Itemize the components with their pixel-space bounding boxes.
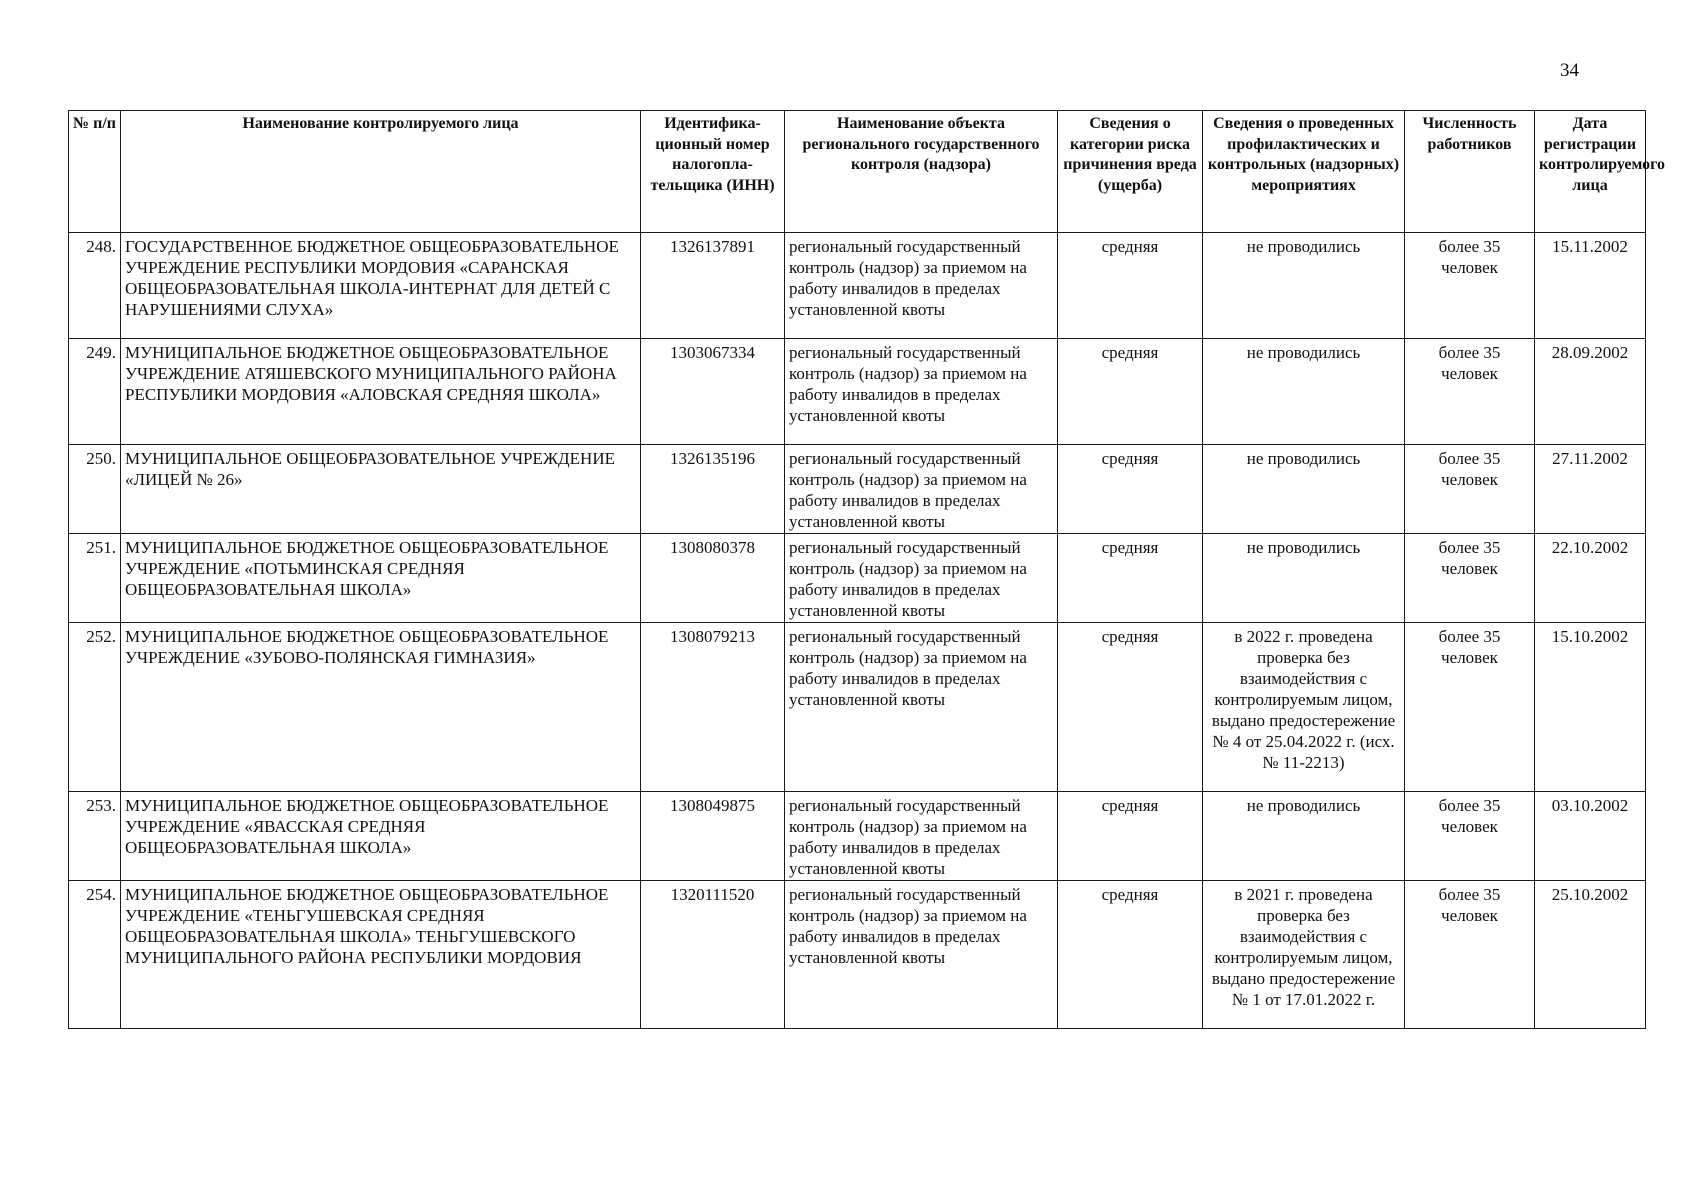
control-object: региональный государственный контроль (надзор) за приемом на работу инвалидов в пределах установленной квоты <box>785 233 1058 339</box>
control-object: региональный государственный контроль (надзор) за приемом на работу инвалидов в пределах установленной квоты <box>785 534 1058 623</box>
entity-name: МУНИЦИПАЛЬНОЕ БЮДЖЕТНОЕ ОБЩЕОБРАЗОВАТЕЛЬНОЕ УЧРЕЖДЕНИЕ АТЯШЕВСКОГО МУНИЦИПАЛЬНОГО РАЙОНА РЕСПУБЛИКИ МОРДОВИЯ «АЛОВСКАЯ СРЕДНЯЯ ШКОЛА» <box>121 339 641 445</box>
events-info: не проводились <box>1203 534 1405 623</box>
row-number: 252. <box>69 623 121 792</box>
registry-table <box>68 110 1666 1029</box>
row-number: 251. <box>69 534 121 623</box>
table-row <box>69 792 1646 881</box>
inn-value: 1326135196 <box>641 445 785 534</box>
header-risk: Сведения о категории риска причинения вреда (ущерба) <box>1058 111 1203 233</box>
table-row <box>69 881 1646 1029</box>
header-name: Наименование контролируемого лица <box>121 111 641 233</box>
workers-count: более 35 человек <box>1405 792 1535 881</box>
risk-category: средняя <box>1058 534 1203 623</box>
table-row <box>69 623 1646 792</box>
registration-date: 15.11.2002 <box>1535 233 1646 339</box>
page-number: 34 <box>1560 60 1579 81</box>
entity-name: МУНИЦИПАЛЬНОЕ БЮДЖЕТНОЕ ОБЩЕОБРАЗОВАТЕЛЬНОЕ УЧРЕЖДЕНИЕ «ПОТЬМИНСКАЯ СРЕДНЯЯ ОБЩЕОБРАЗОВАТЕЛЬНАЯ ШКОЛА» <box>121 534 641 623</box>
row-number: 248. <box>69 233 121 339</box>
workers-count: более 35 человек <box>1405 445 1535 534</box>
header-inn: Идентифика-ционный номер налогопла-тельщика (ИНН) <box>641 111 785 233</box>
control-object: региональный государственный контроль (надзор) за приемом на работу инвалидов в пределах установленной квоты <box>785 445 1058 534</box>
registration-date: 03.10.2002 <box>1535 792 1646 881</box>
table-row <box>69 339 1646 445</box>
workers-count: более 35 человек <box>1405 233 1535 339</box>
registration-date: 22.10.2002 <box>1535 534 1646 623</box>
inn-value: 1303067334 <box>641 339 785 445</box>
row-number: 253. <box>69 792 121 881</box>
events-info: не проводились <box>1203 339 1405 445</box>
risk-category: средняя <box>1058 339 1203 445</box>
row-number: 249. <box>69 339 121 445</box>
inn-value: 1308079213 <box>641 623 785 792</box>
inn-value: 1320111520 <box>641 881 785 1029</box>
workers-count: более 35 человек <box>1405 881 1535 1029</box>
header-num: № п/п <box>69 111 121 233</box>
risk-category: средняя <box>1058 445 1203 534</box>
workers-count: более 35 человек <box>1405 339 1535 445</box>
inn-value: 1326137891 <box>641 233 785 339</box>
row-number: 250. <box>69 445 121 534</box>
events-info: не проводились <box>1203 233 1405 339</box>
events-info: в 2021 г. проведена проверка без взаимодействия с контролируемым лицом, выдано предостережение № 1 от 17.01.2022 г. <box>1203 881 1405 1029</box>
table-row <box>69 534 1646 623</box>
entity-name: МУНИЦИПАЛЬНОЕ ОБЩЕОБРАЗОВАТЕЛЬНОЕ УЧРЕЖДЕНИЕ «ЛИЦЕЙ № 26» <box>121 445 641 534</box>
header-events: Сведения о проведенных профилактических и контрольных (надзорных) мероприятиях <box>1203 111 1405 233</box>
control-object: региональный государственный контроль (надзор) за приемом на работу инвалидов в пределах установленной квоты <box>785 623 1058 792</box>
header-object: Наименование объекта регионального государственного контроля (надзора) <box>785 111 1058 233</box>
registration-date: 28.09.2002 <box>1535 339 1646 445</box>
entity-name: МУНИЦИПАЛЬНОЕ БЮДЖЕТНОЕ ОБЩЕОБРАЗОВАТЕЛЬНОЕ УЧРЕЖДЕНИЕ «ТЕНЬГУШЕВСКАЯ СРЕДНЯЯ ОБЩЕОБРАЗОВАТЕЛЬНАЯ ШКОЛА» ТЕНЬГУШЕВСКОГО МУНИЦИПАЛЬНОГО РАЙОНА РЕСПУБЛИКИ МОРДОВИЯ <box>121 881 641 1029</box>
control-object: региональный государственный контроль (надзор) за приемом на работу инвалидов в пределах установленной квоты <box>785 792 1058 881</box>
control-object: региональный государственный контроль (надзор) за приемом на работу инвалидов в пределах установленной квоты <box>785 881 1058 1029</box>
events-info: не проводились <box>1203 445 1405 534</box>
control-object: региональный государственный контроль (надзор) за приемом на работу инвалидов в пределах установленной квоты <box>785 339 1058 445</box>
table-row <box>69 233 1646 339</box>
row-number: 254. <box>69 881 121 1029</box>
entity-name: МУНИЦИПАЛЬНОЕ БЮДЖЕТНОЕ ОБЩЕОБРАЗОВАТЕЛЬНОЕ УЧРЕЖДЕНИЕ «ЗУБОВО-ПОЛЯНСКАЯ ГИМНАЗИЯ» <box>121 623 641 792</box>
registration-date: 15.10.2002 <box>1535 623 1646 792</box>
table-row <box>69 445 1646 534</box>
registration-date: 25.10.2002 <box>1535 881 1646 1029</box>
header-date: Дата регистрации контролируемого лица <box>1535 111 1646 233</box>
risk-category: средняя <box>1058 623 1203 792</box>
registration-date: 27.11.2002 <box>1535 445 1646 534</box>
risk-category: средняя <box>1058 792 1203 881</box>
risk-category: средняя <box>1058 233 1203 339</box>
entity-name: МУНИЦИПАЛЬНОЕ БЮДЖЕТНОЕ ОБЩЕОБРАЗОВАТЕЛЬНОЕ УЧРЕЖДЕНИЕ «ЯВАССКАЯ СРЕДНЯЯ ОБЩЕОБРАЗОВАТЕЛЬНАЯ ШКОЛА» <box>121 792 641 881</box>
workers-count: более 35 человек <box>1405 534 1535 623</box>
entity-name: ГОСУДАРСТВЕННОЕ БЮДЖЕТНОЕ ОБЩЕОБРАЗОВАТЕЛЬНОЕ УЧРЕЖДЕНИЕ РЕСПУБЛИКИ МОРДОВИЯ «САРАНСКАЯ ОБЩЕОБРАЗОВАТЕЛЬНАЯ ШКОЛА-ИНТЕРНАТ ДЛЯ ДЕТЕЙ С НАРУШЕНИЯМИ СЛУХА» <box>121 233 641 339</box>
workers-count: более 35 человек <box>1405 623 1535 792</box>
header-row <box>69 111 1646 233</box>
header-workers: Численность работников <box>1405 111 1535 233</box>
risk-category: средняя <box>1058 881 1203 1029</box>
events-info: не проводились <box>1203 792 1405 881</box>
inn-value: 1308080378 <box>641 534 785 623</box>
events-info: в 2022 г. проведена проверка без взаимодействия с контролируемым лицом, выдано предостережение № 4 от 25.04.2022 г. (исх. № 11-2213) <box>1203 623 1405 792</box>
inn-value: 1308049875 <box>641 792 785 881</box>
